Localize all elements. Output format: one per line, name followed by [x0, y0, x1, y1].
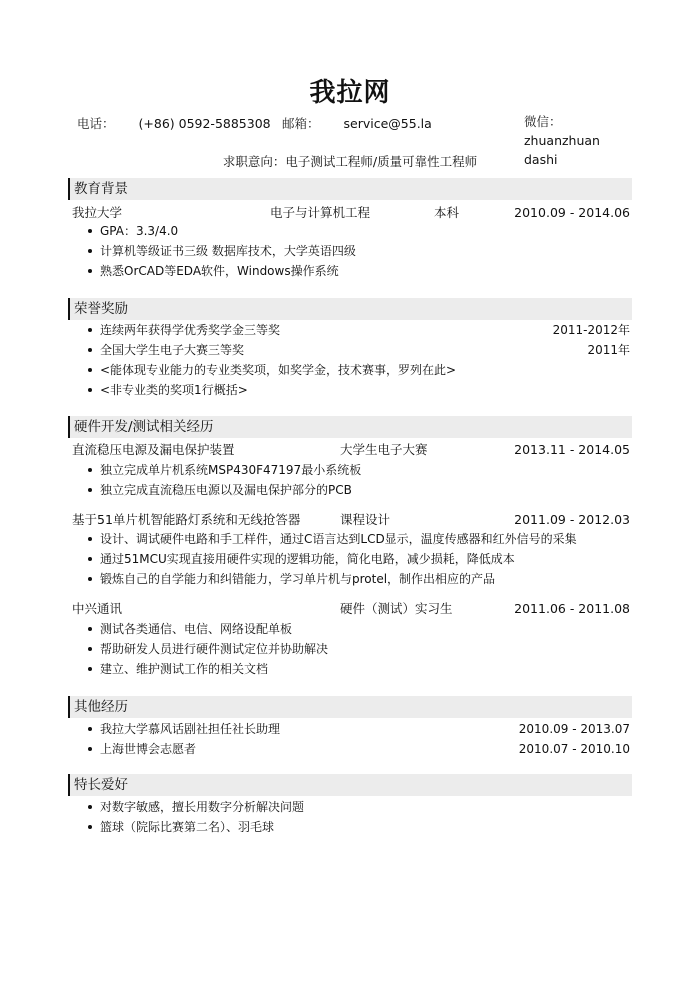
- email-label: 邮箱：: [282, 116, 320, 131]
- list-item: 帮助研发人员进行硬件测试定位并协助解决: [88, 640, 630, 658]
- experience-row: [72, 441, 630, 459]
- experience-date: 2011.06 - 2011.08: [514, 601, 630, 616]
- experience-role: 大学生电子大赛: [340, 442, 428, 457]
- wechat-label: 微信：: [524, 114, 562, 129]
- experience-title: 直流稳压电源及漏电保护装置: [72, 442, 235, 457]
- job-objective: 求职意向：电子测试工程师/质量可靠性工程师: [222, 154, 478, 169]
- phone-value: (+86) 0592-5885308: [138, 116, 271, 131]
- section-heading-awards: 荣誉奖励: [68, 298, 632, 320]
- section-heading-experience: 硬件开发/测试相关经历: [68, 416, 632, 438]
- list-item: 独立完成直流稳压电源以及漏电保护部分的PCB: [88, 481, 630, 499]
- section-heading-hobbies: 特长爱好: [68, 774, 632, 796]
- list-item: GPA：3.3/4.0: [88, 222, 630, 240]
- email-contact: [282, 114, 432, 132]
- list-item: 设计、调试硬件电路和手工样件，通过C语言达到LCD显示，温度传感器和红外信号的采集: [88, 530, 630, 548]
- section-heading-other: 其他经历: [68, 696, 632, 718]
- experience-title: 基于51单片机智能路灯系统和无线抢答器: [72, 512, 301, 527]
- list-item: 熟悉OrCAD等EDA软件，Windows操作系统: [88, 262, 630, 280]
- education-date: 2010.09 - 2014.06: [514, 205, 630, 220]
- list-item: 独立完成单片机系统MSP430F47197最小系统板: [88, 461, 630, 479]
- resume-name: 我拉网: [309, 78, 391, 108]
- list-item: 锻炼自己的自学能力和纠错能力，学习单片机与protel，制作出相应的产品: [88, 570, 630, 588]
- wechat-value-line1: zhuanzhuan: [524, 133, 600, 148]
- school-name: 我拉大学: [72, 205, 123, 220]
- phone-label: 电话：: [77, 116, 115, 131]
- experience-date: 2013.11 - 2014.05: [514, 442, 630, 457]
- list-item: <能体现专业能力的专业类奖项，如奖学金，技术赛事，罗列在此>: [88, 361, 630, 379]
- phone-contact: [77, 114, 271, 132]
- experience-date: 2011.09 - 2012.03: [514, 512, 630, 527]
- major: 电子与计算机工程: [270, 205, 371, 220]
- list-item: 建立、维护测试工作的相关文档: [88, 660, 630, 678]
- experience-role: 课程设计: [340, 512, 391, 527]
- list-item: 测试各类通信、电信、网络设配单板: [88, 620, 630, 638]
- list-item: 对数字敏感，擅长用数字分析解决问题: [88, 798, 630, 816]
- wechat-value-line2: dashi: [524, 152, 558, 167]
- list-item: 全国大学生电子大赛三等奖 2011年: [88, 341, 630, 359]
- list-item: 篮球（院际比赛第二名）、羽毛球: [88, 818, 630, 836]
- list-item: <非专业类的奖项1行概括>: [88, 381, 630, 399]
- experience-row: [72, 600, 630, 618]
- experience-role: 硬件（测试）实习生: [340, 601, 453, 616]
- education-row: [72, 204, 630, 222]
- list-item: 上海世博会志愿者 2010.07 - 2010.10: [88, 740, 630, 758]
- experience-title: 中兴通讯: [72, 601, 123, 616]
- email-value: service@55.la: [343, 116, 432, 131]
- list-item: 通过51MCU实现直接用硬件实现的逻辑功能，简化电路，减少损耗，降低成本: [88, 550, 630, 568]
- list-item: 我拉大学慕风话剧社担任社长助理 2010.09 - 2013.07: [88, 720, 630, 738]
- degree: 本科: [434, 205, 460, 220]
- section-heading-education: 教育背景: [68, 178, 632, 200]
- list-item: 计算机等级证书三级 数据库技术，大学英语四级: [88, 242, 630, 260]
- experience-row: [72, 511, 630, 529]
- list-item: 连续两年获得学优秀奖学金三等奖 2011-2012年: [88, 321, 630, 339]
